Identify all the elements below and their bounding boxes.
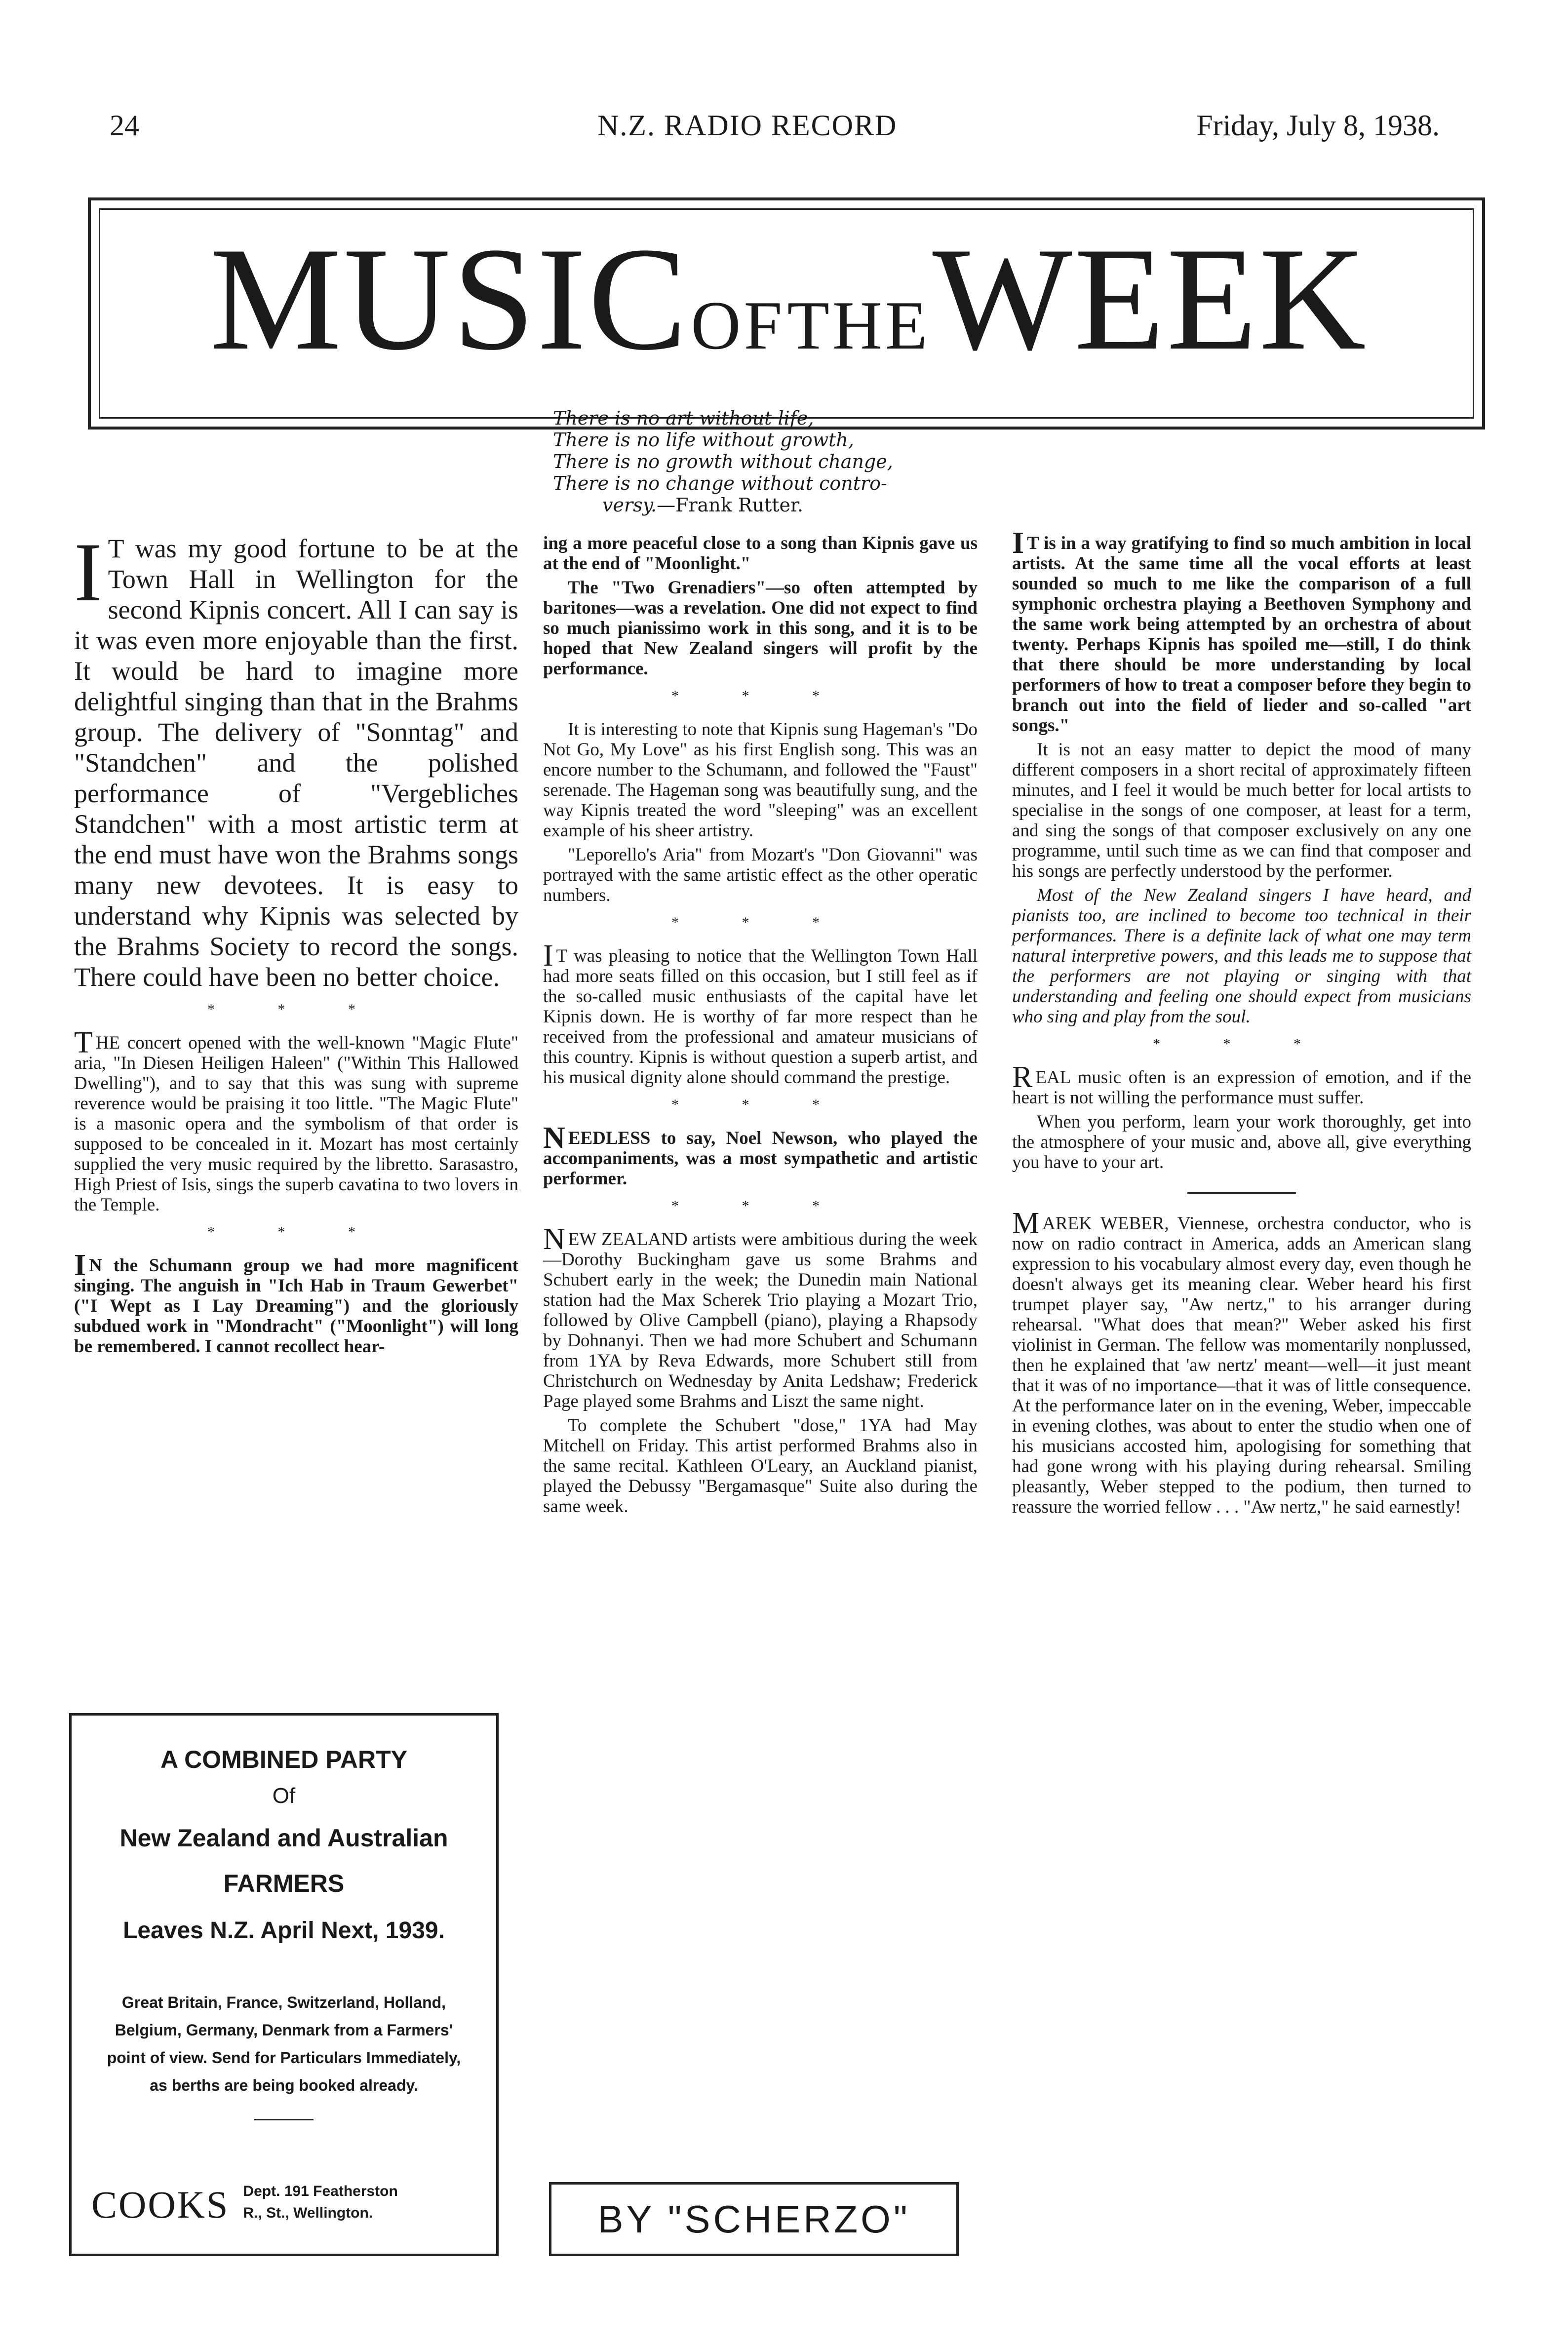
paragraph-text: EEDLESS to say, Noel Newson, who played the accompaniments, was a most sympathetic and artistic performer. <box>543 1128 978 1189</box>
epigraph-attribution: —Frank Rutter. <box>657 494 804 516</box>
article-paragraph <box>74 1249 518 1357</box>
initial-letter: N <box>543 1222 565 1256</box>
paragraph-text: EW ZEALAND artists were ambitious during the week—Dorothy Buckingham gave us some Brahms and Schubert early in the week; the Dunedin main National station had the Max Scherek Trio playing a Mozart Trio, followed by Olive Campbell (piano), playing a Rhapsody by Dohnanyi. Then we had more Schubert and Schumann from 1YA by Reva Edwards, more Schubert still from Christchurch on Wednesday by Anita Ledshaw; Frederick Page played some Brahms and Liszt the same night. <box>543 1229 978 1411</box>
masthead <box>88 197 1485 430</box>
initial-letter: N <box>543 1121 565 1155</box>
epigraph-line: There is no art without life, <box>553 407 814 429</box>
article-column-1 <box>74 526 518 1361</box>
section-separator: * * * <box>671 688 849 704</box>
title-of: OF <box>691 287 785 364</box>
article-paragraph <box>74 526 518 992</box>
epigraph-line: There is no life without growth, <box>553 429 854 451</box>
ad-departure: Leaves N.Z. April Next, 1939. <box>123 1917 445 1944</box>
ad-body: Great Britain, France, Switzerland, Holland, Belgium, Germany, Denmark from a Farmers' point of view. Send for Particulars Immediately, as berths are being booked already. <box>107 1993 461 2094</box>
paragraph-text: AREK WEBER, Viennese, orchestra conductor, who is now on radio contract in America, adds an American slang expression to his vocabulary almost every day, even though he doesn't always get its meaning clear. Weber heard his first trumpet player say, "Aw nertz," to his arranger during rehearsal. "What does that mean?" Weber asked his first violinist in German. The fellow was momentarily nonplussed, then he explained that 'aw nertz' meant—well—it just meant that it was of no importance—that it was of little consequence. At the performance later on in the evening, Weber, impeccable in evening clothes, was about to enter the studio when one of his musicians accosted him, apologising for something that had gone wrong with his playing during rehearsal. Smiling pleasantly, Weber stepped to the podium, then turned to reassure the worried fellow . . . "Aw nertz," he said earnestly! <box>1012 1213 1471 1517</box>
initial-letter: I <box>1012 526 1024 560</box>
ad-of: Of <box>272 1784 296 1808</box>
issue-date: Friday, July 8, 1938. <box>1196 109 1440 142</box>
article-paragraph <box>543 1121 978 1189</box>
article-column-3 <box>1012 526 1471 1521</box>
article-paragraph: To complete the Schubert "dose," 1YA had May Mitchell on Friday. This artist performed Brahms also in the same recital. Kathleen O'Leary, an Auckland pianist, played the Debussy "Bergamasque" Suite also during the same week. <box>543 1415 978 1517</box>
section-separator: * * * <box>671 1096 849 1113</box>
cooks-brand: COOKS <box>91 2183 230 2226</box>
cooks-address <box>243 2181 397 2224</box>
paragraph-text: N the Schumann group we had more magnificent singing. The anguish in "Ich Hab in Traum Gewerbet" ("I Wept as I Lay Dreaming") and the gloriously subdued work in "Mondracht" ("Moonlight") will long be remembered. I cannot recollect hear- <box>74 1255 518 1357</box>
article-paragraph: "Leporello's Aria" from Mozart's "Don Giovanni" was portrayed with the same artistic effect as the other operatic numbers. <box>543 845 978 905</box>
epigraph-line: There is no growth without change, <box>553 451 893 472</box>
article-paragraph: ing a more peaceful close to a song than Kipnis gave us at the end of "Moonlight." <box>543 533 978 574</box>
farmers-party-advertisement <box>69 1713 499 2256</box>
title-music: MUSIC <box>210 217 689 381</box>
section-separator: * * * <box>207 1224 385 1240</box>
epigraph-last-line <box>553 494 987 516</box>
ad-divider <box>254 2119 314 2120</box>
initial-letter: I <box>74 1249 86 1282</box>
paragraph-text: HE concert opened with the well-known "Magic Flute" aria, "In Diesen Heiligen Haleen" ("Within This Hallowed Dwelling"), and to say that this was sung with supreme reverence would be praising it too little. "The Magic Flute" is a masonic opera and the symbolism of that order is supposed to be concealed in it. Mozart has most certainly supplied the very music required by the libretto. Sarasastro, High Priest of Isis, sings the superb cavatina to two lovers in the Temple. <box>74 1033 518 1215</box>
initial-letter: T <box>74 1026 93 1059</box>
publication-name: N.Z. RADIO RECORD <box>597 109 898 142</box>
article-paragraph <box>1012 1207 1471 1517</box>
paragraph-text: T was my good fortune to be at the Town Hall in Wellington for the second Kipnis concert. All I can say is it was even more enjoyable than the first. It would be hard to imagine more delightful singing than that in the Brahms group. The delivery of "Sonntag" and "Standchen" and the polished performance of "Vergebliches Standchen" with a most artistic term at the end must have won the Brahms songs many new devotees. It is easy to understand why Kipnis was selected by the Brahms Society to record the songs. There could have been no better choice. <box>74 534 518 992</box>
cooks-address-line: Dept. 191 Featherston <box>243 2183 398 2199</box>
epigraph <box>553 407 987 516</box>
section-separator: * * * <box>207 1001 385 1017</box>
masthead-title <box>127 217 1450 392</box>
ad-footer <box>91 2181 481 2224</box>
initial-letter: R <box>1012 1060 1033 1094</box>
ad-farmers: FARMERS <box>223 1870 345 1897</box>
article-paragraph: It is not an easy matter to depict the mood of many different composers in a short recital of approximately fifteen minutes, and I feel it would be much better for local artists to specialise in the songs of one composer, at least for a term, and sing the songs of that composer exclusively on any one programme, until such time as we can find that composer and his songs are perfectly understood by the performer. <box>1012 740 1471 881</box>
epigraph-versy: versy. <box>602 494 657 516</box>
section-separator: * * * <box>1153 1036 1331 1052</box>
article-paragraph <box>1012 526 1471 736</box>
article-paragraph: When you perform, learn your work thoroughly, get into the atmosphere of your music and, above all, give everything you have to your art. <box>1012 1112 1471 1172</box>
ad-nz-australian: New Zealand and Australian <box>119 1824 448 1852</box>
article-paragraph: Most of the New Zealand singers I have heard, and pianists too, are inclined to become too technical in their performances. There is a definite lack of what one may term natural interpretive powers, and this leads me to suppose that the performers are not playing or singing with that understanding and feeling one should expect from musicians who sing and play from the soul. <box>1012 885 1471 1027</box>
article-paragraph <box>1012 1060 1471 1108</box>
article-paragraph <box>543 1222 978 1411</box>
paragraph-text: T is in a way gratifying to find so much ambition in local artists. At the same time all the vocal efforts at least sounded so much to me like the comparison of a full symphonic orchestra playing a Beethoven Symphony and the same work being attempted by an orchestra of about twenty. Perhaps Kipnis has spoiled me—still, I do think that there should be more understanding by local performers of how to treat a composer before they begin to branch out into the field of lieder and so-called "art songs." <box>1012 533 1471 736</box>
title-the: THE <box>787 287 931 364</box>
paragraph-text: T was pleasing to notice that the Wellington Town Hall had more seats filled on this occasion, but I still feel as if the so-called music enthusiasts of the capital have let Kipnis down. He is worthy of far more respect than he received from the professional and amateur musicians of this country. Kipnis is without question a superb artist, and his musical dignity alone should command the prestige. <box>543 946 978 1088</box>
section-separator: * * * <box>671 914 849 931</box>
article-column-2 <box>543 533 978 1521</box>
section-separator: * * * <box>671 1198 849 1214</box>
article-paragraph <box>543 939 978 1088</box>
section-rule <box>1187 1192 1296 1194</box>
paragraph-text: EAL music often is an expression of emotion, and if the heart is not willing the performance must suffer. <box>1012 1067 1471 1108</box>
article-paragraph: It is interesting to note that Kipnis sung Hageman's "Do Not Go, My Love" as his first English song. This was an encore number to the Schumann, and followed the "Faust" serenade. The Hageman song was beautifully sung, and the way Kipnis treated the word "sleeping" was an excellent example of his sheer artistry. <box>543 719 978 841</box>
title-week: WEEK <box>932 217 1368 381</box>
drop-cap: I <box>74 526 102 619</box>
article-paragraph <box>74 1026 518 1215</box>
cooks-address-line: R., St., Wellington. <box>243 2205 373 2221</box>
initial-letter: I <box>543 939 553 973</box>
page-number: 24 <box>110 109 139 142</box>
byline-box: BY "SCHERZO" <box>549 2182 959 2256</box>
article-paragraph: The "Two Grenadiers"—so often attempted by baritones—was a revelation. One did not expect to find so much pianissimo work in this song, and it is to be hoped that New Zealand singers will profit by the performance. <box>543 578 978 679</box>
epigraph-line: There is no change without contro- <box>553 472 887 494</box>
ad-headline: A COMBINED PARTY <box>160 1746 407 1773</box>
initial-letter: M <box>1012 1207 1040 1240</box>
